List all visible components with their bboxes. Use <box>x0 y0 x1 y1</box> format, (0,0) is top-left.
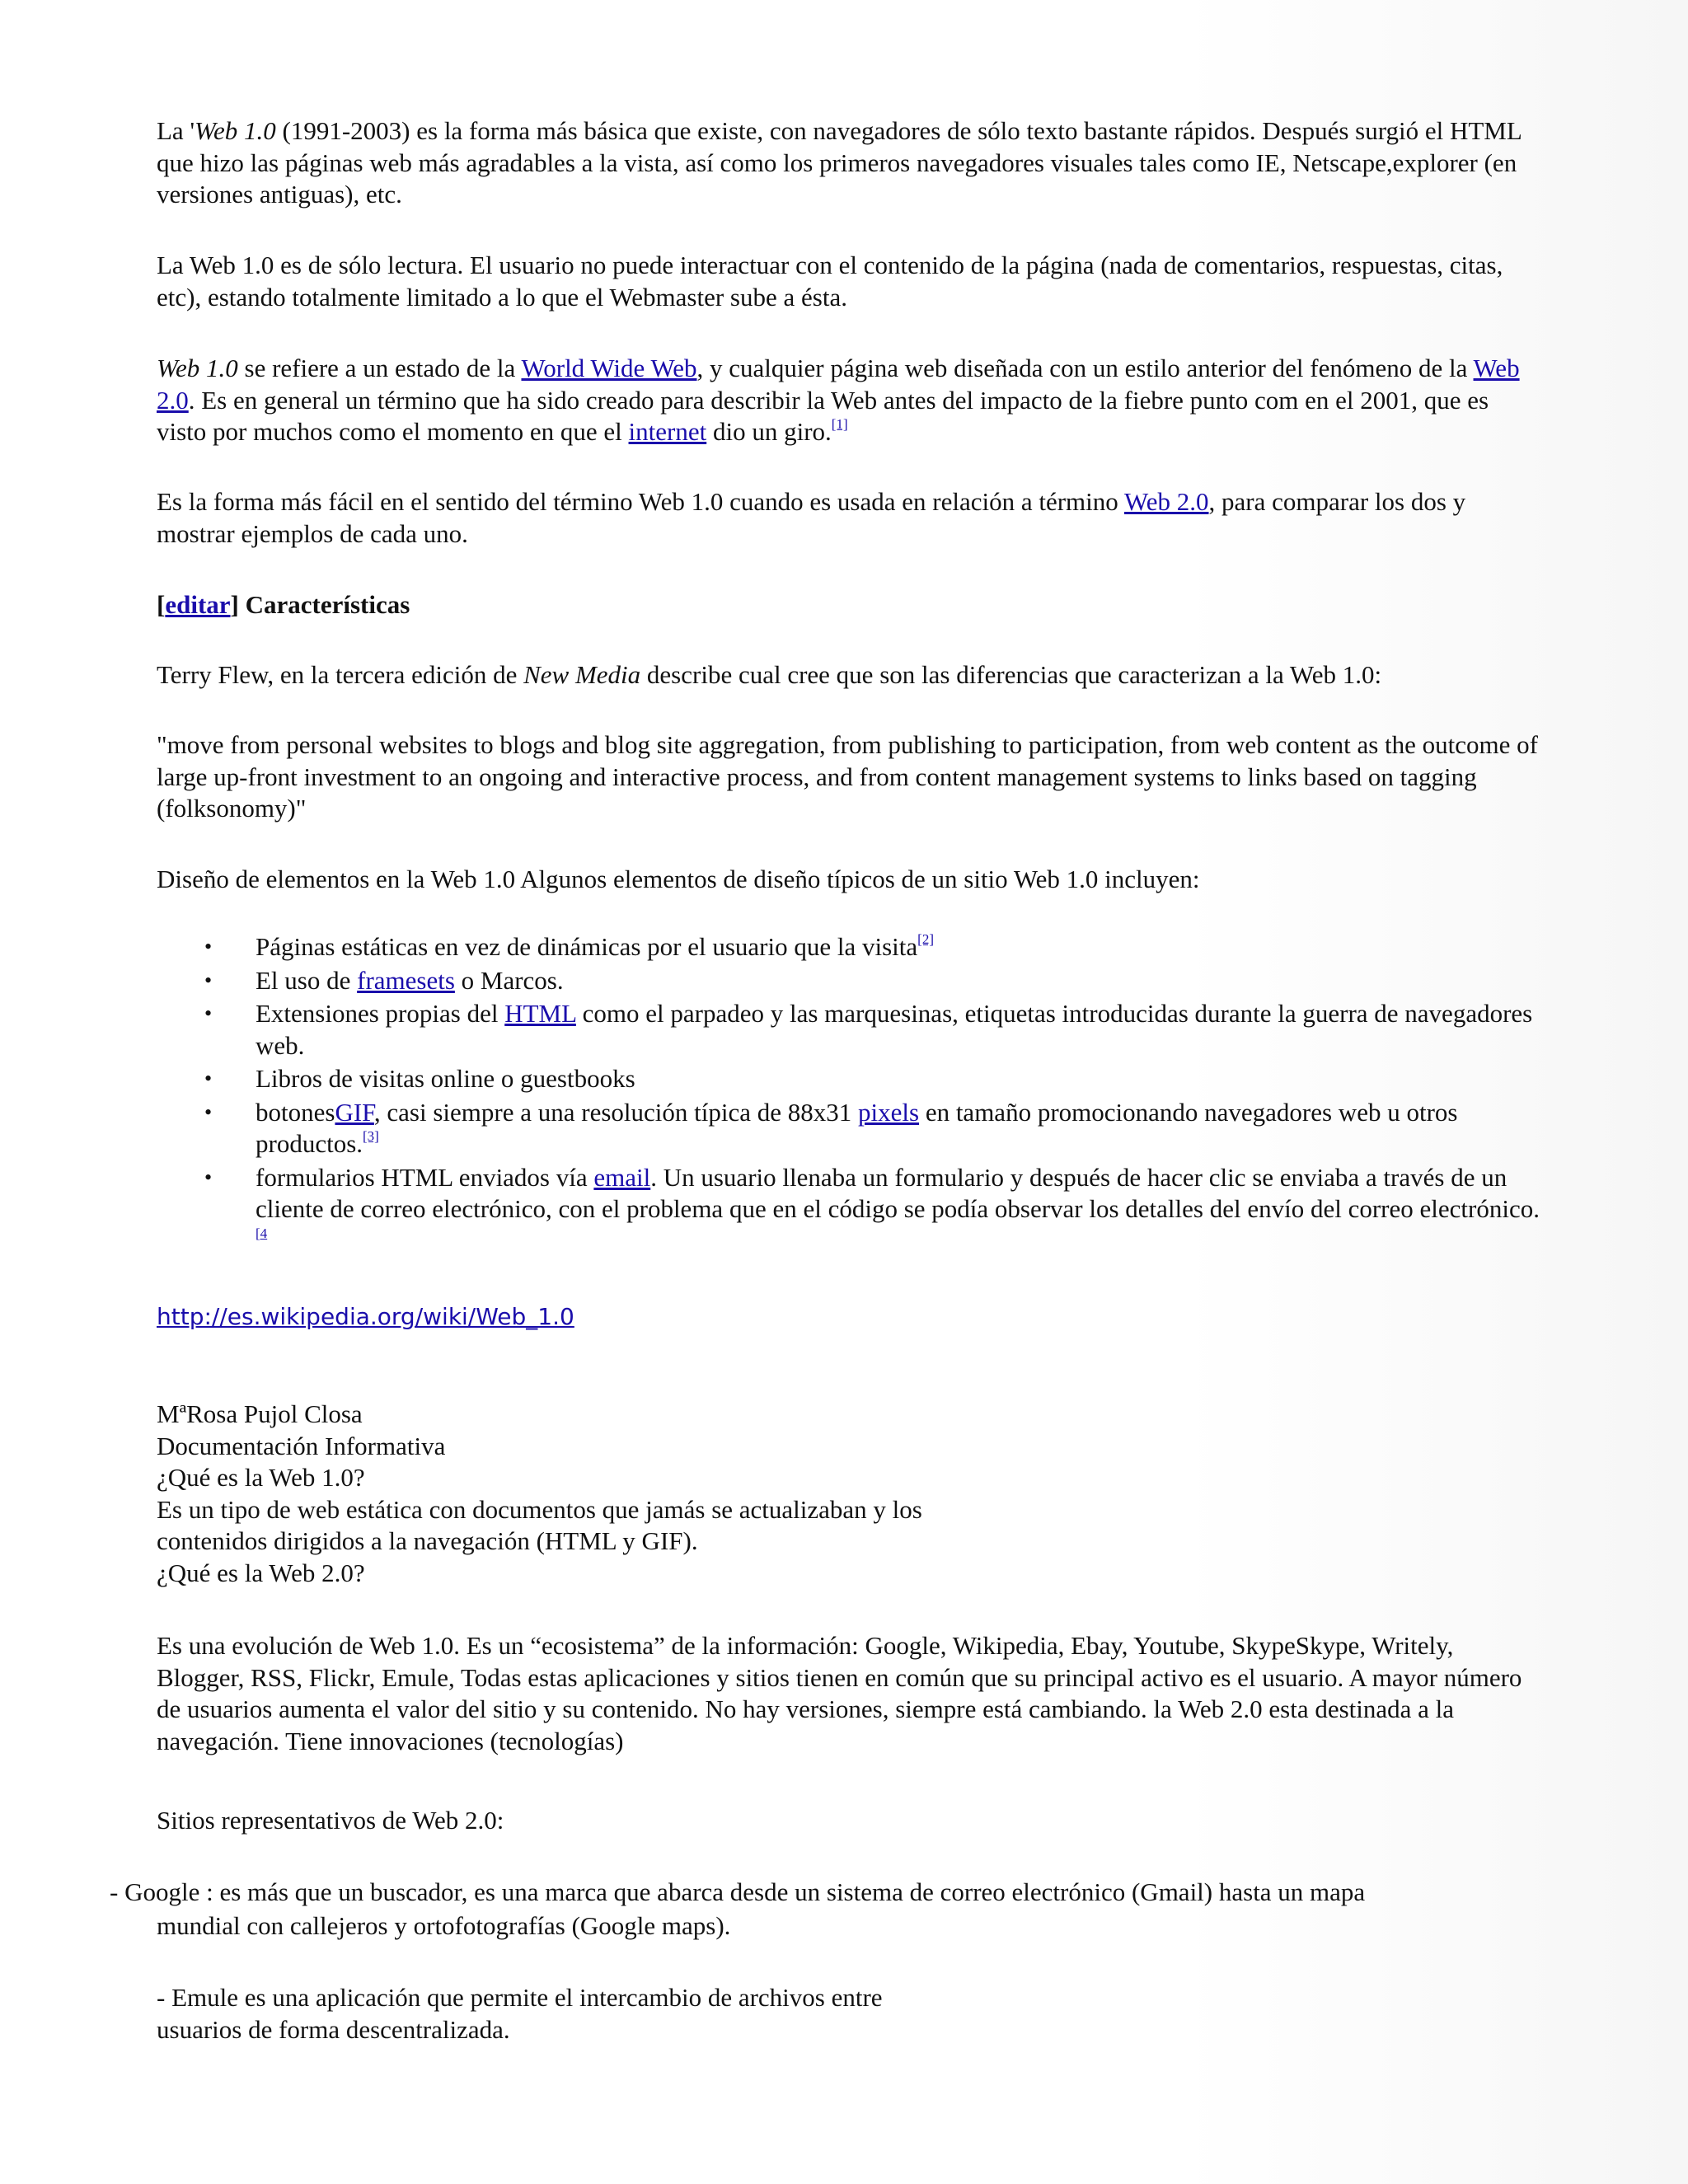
text: , para comparar los dos y mostrar ejemplos de cada uno. <box>157 487 1466 548</box>
text: Libros de visitas online o guestbooks <box>256 1064 635 1093</box>
paragraph-definition <box>157 353 1541 448</box>
text: Páginas estáticas en vez de dinámicas por el usuario que la visita <box>256 932 918 961</box>
link-pixels[interactable]: pixels <box>858 1097 920 1127</box>
list-item <box>157 965 1541 997</box>
design-elements-list <box>157 931 1541 1258</box>
question-web10: ¿Qué es la Web 1.0? <box>157 1463 365 1492</box>
text: . Un usuario llenaba un formulario y después de hacer clic se enviaba a través de un cliente de correo electrónico, con el problema que en el código se podía observar los detalles del envío del correo electrónico. <box>256 1162 1540 1223</box>
paragraph-design-elements: Diseño de elementos en la Web 1.0 Algunos elementos de diseño típicos de un sitio Web 1.0 incluyen: <box>157 865 1200 893</box>
answer-line: contenidos dirigidos a la navegación (HTML y GIF). <box>157 1526 698 1555</box>
bracket: ] <box>230 590 239 619</box>
text: Extensiones propias del <box>256 999 505 1028</box>
italic-book-title: New Media <box>523 660 641 689</box>
answer-line: Es un tipo de web estática con documentos que jamás se actualizaban y los <box>157 1494 922 1524</box>
text: como el parpadeo y las marquesinas, etiquetas introducidas durante la guerra de navegadores web. <box>256 999 1533 1060</box>
link-html[interactable]: HTML <box>504 999 576 1028</box>
edit-link[interactable]: editar <box>165 590 231 619</box>
paragraph-read-only: La Web 1.0 es de sólo lectura. El usuario no puede interactuar con el contenido de la página (nada de comentarios, respuestas, citas, etc), estando totalmente limitado a lo que el Webmaster sube a ésta. <box>157 251 1503 312</box>
text: o Marcos. <box>454 965 564 995</box>
paragraph-comparison <box>157 486 1541 550</box>
list-item <box>157 1063 1541 1095</box>
paragraph-terry-flew <box>157 659 1541 691</box>
text: describe cual cree que son las diferencias que caracterizan a la Web 1.0: <box>640 660 1382 689</box>
link-web-2-0[interactable]: Web 2.0 <box>157 354 1520 415</box>
emule-line: - Emule es una aplicación que permite el intercambio de archivos entre <box>157 1983 883 2012</box>
bracket: [ <box>157 590 166 619</box>
link-world-wide-web[interactable]: World Wide Web <box>521 354 697 382</box>
source-url-link[interactable]: http://es.wikipedia.org/wiki/Web_1.0 <box>157 1303 574 1330</box>
link-framesets[interactable]: framesets <box>357 965 455 995</box>
bullet-icon: • <box>204 1165 213 1189</box>
bullet-icon: • <box>204 1099 213 1124</box>
bullet-icon: • <box>204 1001 213 1025</box>
ref-link-4[interactable]: [4 <box>256 1225 268 1241</box>
list-item <box>157 931 1541 963</box>
text: , y cualquier página web diseñada con un estilo anterior del fenómeno de la <box>696 354 1474 382</box>
ref-link-2[interactable]: [2] <box>917 931 934 947</box>
google-line: - Google : es más que un buscador, es una marca que abarca desde un sistema de correo electrónico (Gmail) hasta un mapa <box>110 1877 1366 1906</box>
paragraph-representative-sites: Sitios representativos de Web 2.0: <box>157 1806 504 1835</box>
course-name: Documentación Informativa <box>157 1431 446 1460</box>
emule-item <box>157 1982 1146 2046</box>
list-item <box>157 1162 1541 1258</box>
text: (1991-2003) es la forma más básica que existe, con navegadores de sólo texto bastante rápidos. Después surgió el HTML que hizo las páginas web más agradables a la vista, así como los primeros navegadores visuales tales como IE, Netscape,explorer (en versiones antiguas), etc. <box>157 116 1522 209</box>
section-heading-caracteristicas <box>157 589 1541 621</box>
italic-term: Web 1.0 <box>157 354 238 382</box>
text: La ' <box>157 116 195 145</box>
text: formularios HTML enviados vía <box>256 1162 594 1192</box>
google-item <box>110 1875 1536 1943</box>
bullet-icon: • <box>204 1066 213 1090</box>
text: se refiere a un estado de la <box>237 354 522 382</box>
link-internet[interactable]: internet <box>628 417 707 446</box>
question-web20: ¿Qué es la Web 2.0? <box>157 1558 365 1587</box>
bullet-icon: • <box>204 935 213 958</box>
google-line: mundial con callejeros y ortofotografías (Google maps). <box>157 1911 731 1940</box>
ref-link-1[interactable]: [1] <box>831 416 848 432</box>
section-title: Características <box>238 590 410 619</box>
paragraph-web20-evolution: Es una evolución de Web 1.0. Es un “ecosistema” de la información: Google, Wikipedia, Ebay, Youtube, SkypeSkype, Writely, Blogger, RSS, Flickr, Emule, Todas estas aplicaciones y sitios tienen en común que su principal activo es el usuario. A mayor número de usuarios aumenta el valor del sitio y su contenido. No hay versiones, siempre está cambiando. la Web 2.0 esta destinada a la navegación. Tiene innovaciones (tecnologías) <box>157 1631 1522 1755</box>
link-web-2-0-second[interactable]: Web 2.0 <box>1123 487 1209 516</box>
text: , casi siempre a una resolución típica de 88x31 <box>373 1097 858 1127</box>
text: Terry Flew, en la tercera edición de <box>157 660 524 689</box>
text: dio un giro. <box>706 417 832 446</box>
bullet-icon: • <box>204 968 213 992</box>
list-item <box>157 1097 1541 1160</box>
text: El uso de <box>256 965 358 995</box>
paragraph-quote: "move from personal websites to blogs and blog site aggregation, from publishing to participation, from web content as the outcome of large up-front investment to an ongoing and interactive process, and from content management systems to links based on tagging (folksonomy)" <box>157 730 1538 823</box>
text: botones <box>256 1097 335 1127</box>
italic-term: Web 1.0 <box>195 116 276 145</box>
text: en tamaño promocionando navegadores web u otros productos. <box>256 1097 1458 1158</box>
text: . Es en general un término que ha sido creado para describir la Web antes del impacto de la fiebre punto com en el 2001, que es visto por muchos como el momento en que el <box>157 385 1489 446</box>
ref-link-3[interactable]: [3] <box>363 1128 379 1144</box>
text: Es la forma más fácil en el sentido del término Web 1.0 cuando es usada en relación a término <box>157 487 1124 516</box>
link-gif[interactable]: GIF <box>335 1097 374 1127</box>
link-email[interactable]: email <box>593 1162 651 1192</box>
emule-line: usuarios de forma descentralizada. <box>157 2014 510 2044</box>
list-item <box>157 998 1541 1062</box>
paragraph-web10-intro <box>157 115 1541 211</box>
author-block <box>157 1399 1228 1589</box>
author-name: MªRosa Pujol Closa <box>157 1399 363 1428</box>
